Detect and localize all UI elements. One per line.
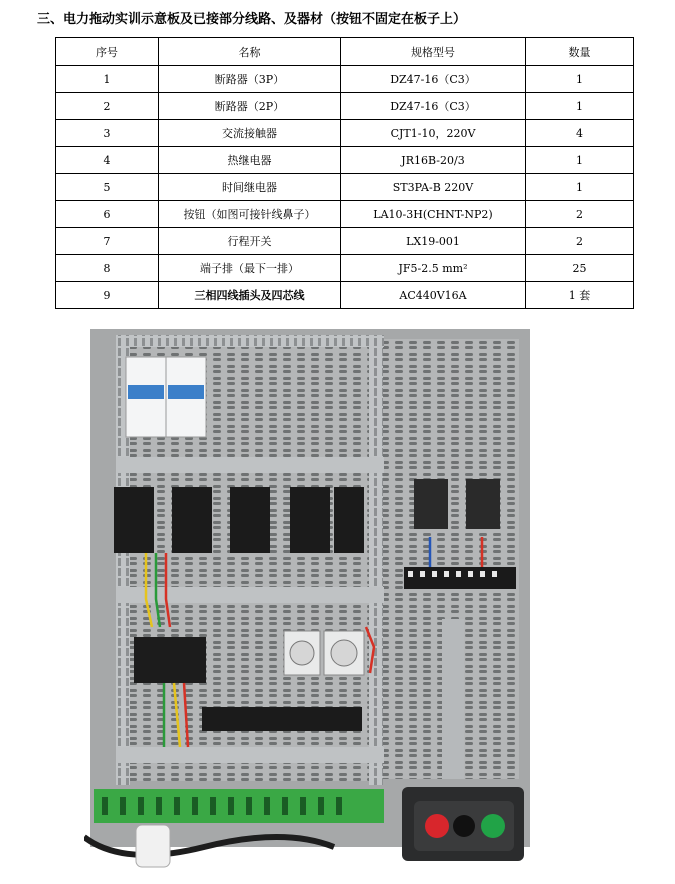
table-row [56, 93, 634, 120]
section-heading: 三、电力拖动实训示意板及已接部分线路、及器材（按钮不固定在板子上） [37, 12, 467, 27]
contactor-row [114, 487, 364, 553]
red-button-icon [425, 814, 449, 838]
cell-no: 5 [56, 174, 159, 201]
table-row [56, 282, 634, 309]
terminal-strip-middle [202, 707, 362, 731]
table-row [56, 201, 634, 228]
table-row [56, 120, 634, 147]
cell-qty: 25 [526, 255, 634, 282]
header-name: 名称 [159, 38, 341, 66]
cell-name: 时间继电器 [159, 174, 341, 201]
cell-spec: ST3PA-B 220V [341, 174, 526, 201]
terminal-strip-right [404, 567, 516, 589]
cell-name: 端子排（最下一排） [159, 255, 341, 282]
cell-no: 9 [56, 282, 159, 309]
table-row [56, 66, 634, 93]
cell-no: 1 [56, 66, 159, 93]
black-button-icon [453, 815, 475, 837]
table-header-row [56, 38, 634, 66]
table-row [56, 228, 634, 255]
header-no: 序号 [56, 38, 159, 66]
cell-no: 7 [56, 228, 159, 255]
cell-qty: 2 [526, 201, 634, 228]
cell-no: 4 [56, 147, 159, 174]
duct-top [116, 335, 384, 347]
training-panel-photo [84, 327, 539, 878]
cell-no: 6 [56, 201, 159, 228]
cell-qty: 1 [526, 174, 634, 201]
parts-table [55, 37, 634, 309]
thermal-relay [134, 637, 206, 683]
cell-no: 2 [56, 93, 159, 120]
table-row [56, 255, 634, 282]
cell-spec: AC440V16A [341, 282, 526, 309]
cell-qty: 1 [526, 66, 634, 93]
cell-spec: DZ47-16（C3） [341, 93, 526, 120]
cell-name: 按钮（如图可接针线鼻子） [159, 201, 341, 228]
cell-spec: DZ47-16（C3） [341, 66, 526, 93]
green-button-icon [481, 814, 505, 838]
power-plug [136, 825, 170, 867]
duct-h3 [116, 747, 384, 763]
table-row [56, 147, 634, 174]
cell-name: 行程开关 [159, 228, 341, 255]
cell-qty: 1 [526, 93, 634, 120]
cell-name: 交流接触器 [159, 120, 341, 147]
cell-name: 断路器（2P） [159, 93, 341, 120]
cell-name: 热继电器 [159, 147, 341, 174]
duct-h1 [116, 457, 384, 473]
cell-name: 断路器（3P） [159, 66, 341, 93]
cell-spec: LX19-001 [341, 228, 526, 255]
duct-right [369, 335, 383, 785]
cell-qty: 2 [526, 228, 634, 255]
cell-qty: 1 [526, 147, 634, 174]
cell-spec: JF5-2.5 mm² [341, 255, 526, 282]
cell-no: 8 [56, 255, 159, 282]
cell-spec: JR16B-20/3 [341, 147, 526, 174]
cell-no: 3 [56, 120, 159, 147]
circuit-breakers [126, 357, 206, 437]
cell-name: 三相四线插头及四芯线 [159, 282, 341, 309]
cell-spec: LA10-3H(CHNT-NP2) [341, 201, 526, 228]
duct-vertical-short [442, 619, 464, 779]
cell-qty: 1 套 [526, 282, 634, 309]
header-qty: 数量 [526, 38, 634, 66]
table-row [56, 174, 634, 201]
button-box [402, 787, 524, 861]
cell-spec: CJT1-10，220V [341, 120, 526, 147]
cell-qty: 4 [526, 120, 634, 147]
header-spec: 规格型号 [341, 38, 526, 66]
